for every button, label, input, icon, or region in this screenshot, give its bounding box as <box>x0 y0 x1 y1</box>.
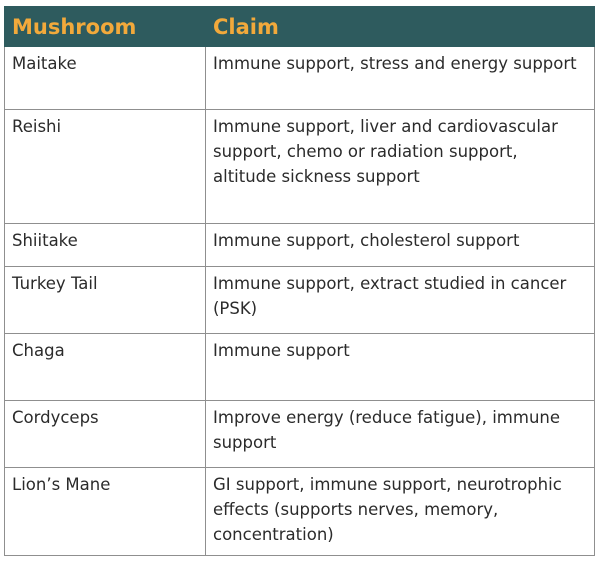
header-claim: Claim <box>206 7 595 47</box>
table-row <box>5 401 595 468</box>
claim-cell: Immune support, stress and energy support <box>206 47 595 110</box>
mushroom-cell: Chaga <box>5 334 206 401</box>
claim-cell: GI support, immune support, neurotrophic effects (supports nerves, memory, concentration) <box>206 468 595 556</box>
header-mushroom: Mushroom <box>5 7 206 47</box>
table-header <box>5 7 595 47</box>
mushroom-cell: Turkey Tail <box>5 267 206 334</box>
table-row <box>5 47 595 110</box>
table-row <box>5 334 595 401</box>
claim-cell: Immune support <box>206 334 595 401</box>
claim-cell: Immune support, liver and cardiovascular support, chemo or radiation support, altitude sickness support <box>206 110 595 224</box>
table-row <box>5 224 595 267</box>
table-row <box>5 110 595 224</box>
claim-cell: Immune support, extract studied in cancer (PSK) <box>206 267 595 334</box>
mushroom-cell: Reishi <box>5 110 206 224</box>
table-row <box>5 267 595 334</box>
mushroom-claims-table <box>4 6 595 556</box>
mushroom-cell: Lion’s Mane <box>5 468 206 556</box>
table-row <box>5 468 595 556</box>
mushroom-cell: Shiitake <box>5 224 206 267</box>
claim-cell: Improve energy (reduce fatigue), immune support <box>206 401 595 468</box>
mushroom-cell: Maitake <box>5 47 206 110</box>
claim-cell: Immune support, cholesterol support <box>206 224 595 267</box>
header-row <box>5 7 595 47</box>
mushroom-cell: Cordyceps <box>5 401 206 468</box>
table-body <box>5 47 595 556</box>
